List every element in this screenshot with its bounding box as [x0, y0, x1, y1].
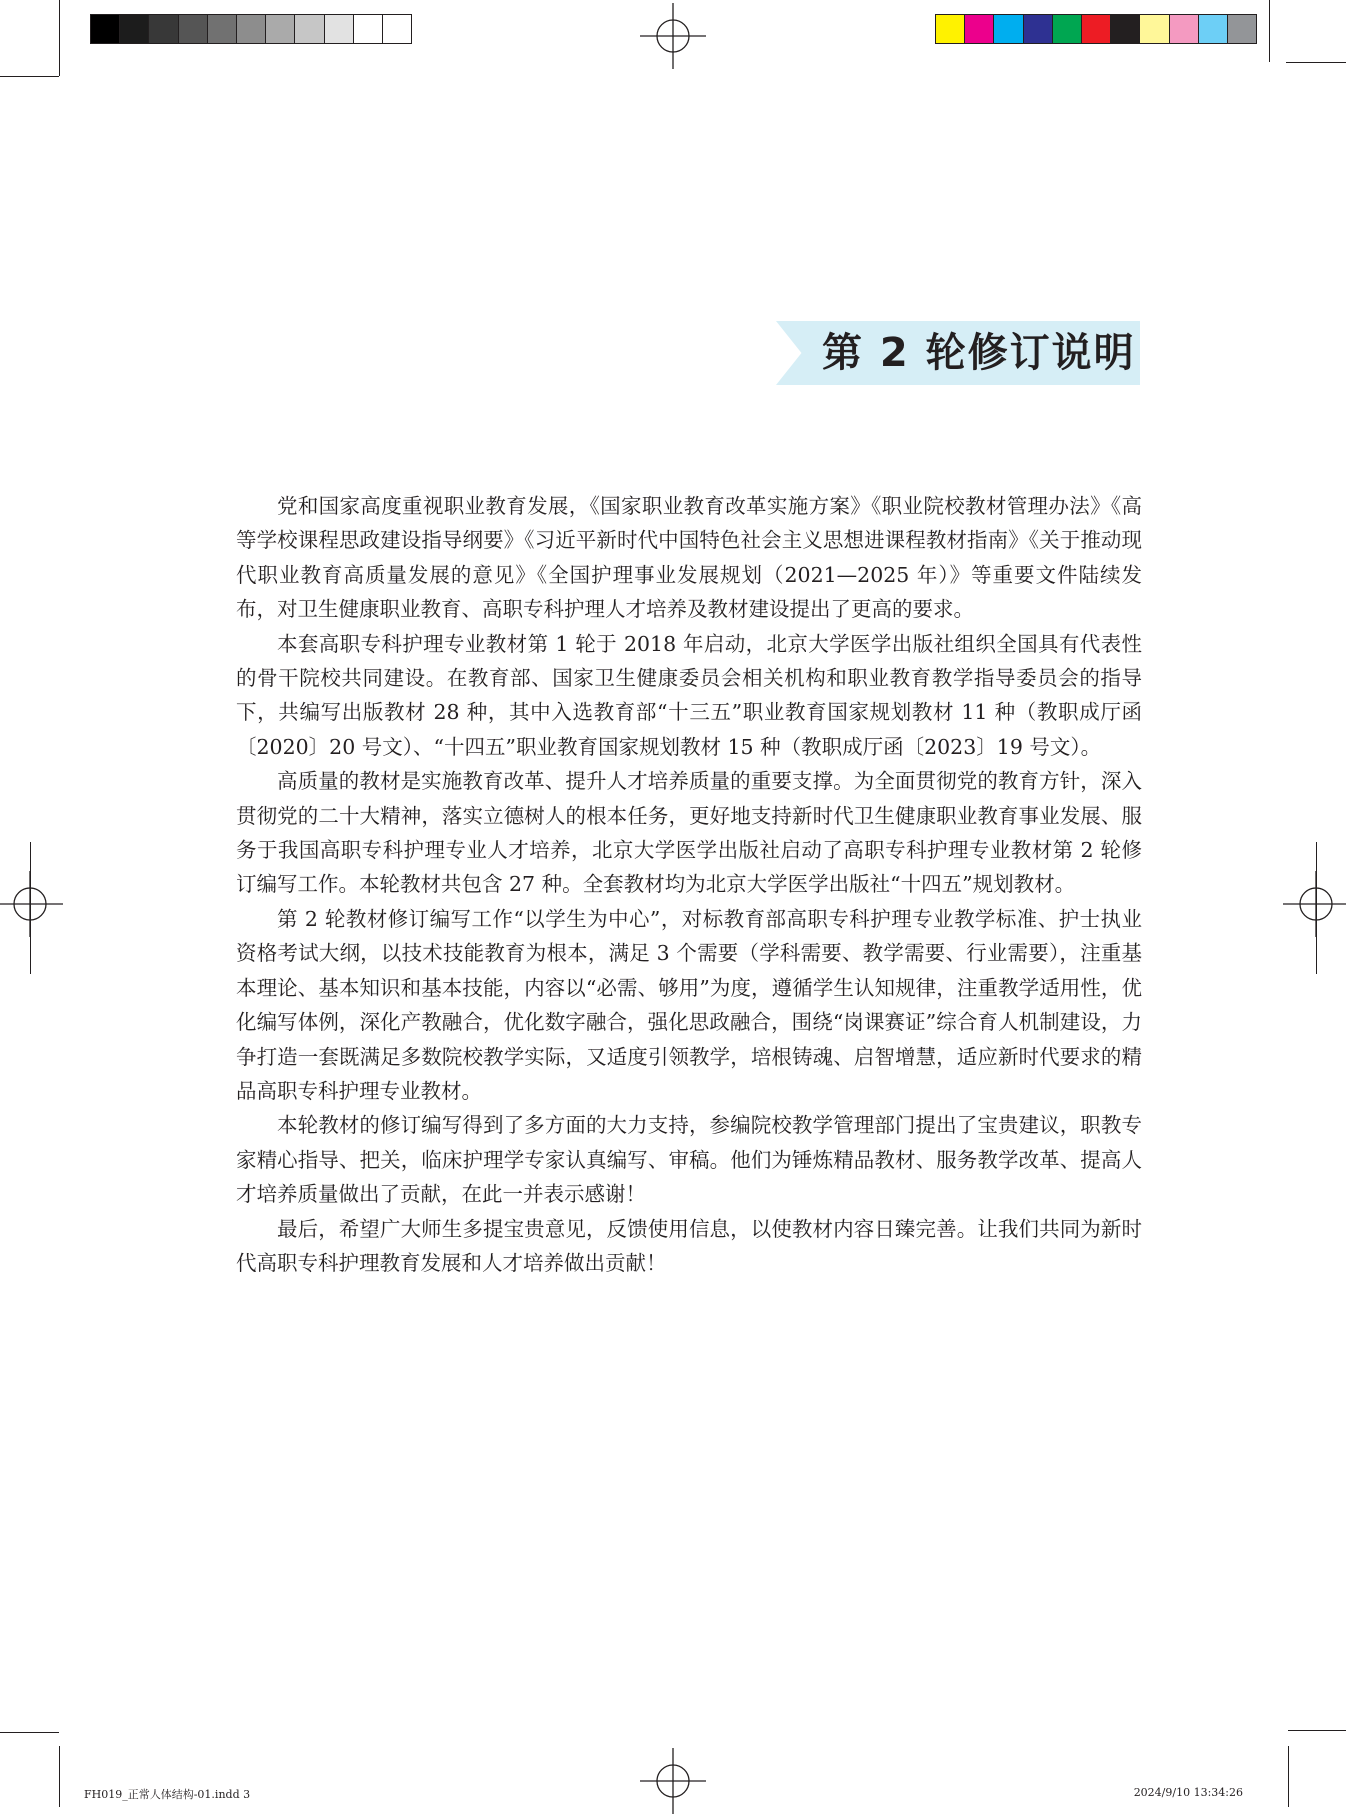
color-swatch	[994, 15, 1023, 43]
color-swatch	[1024, 15, 1053, 43]
crop-mark-bottom-right-h	[1288, 1730, 1346, 1731]
registration-mark-bottom-icon	[640, 1748, 706, 1814]
crop-mark-top-right-v	[1269, 0, 1270, 62]
paragraph: 党和国家高度重视职业教育发展，《国家职业教育改革实施方案》《职业院校教材管理办法》《高等学校课程思政建设指导纲要》《习近平新时代中国特色社会主义思想进课程教材指南》《关于推动现代职业教育高质量发展的意见》《全国护理事业发展规划（2021—2025 年）》等重要文件陆续发布，对卫生健康职业教育、高职专科护理人才培养及教材建设提出了更高的要求。	[236, 494, 1142, 622]
registration-line-left	[30, 842, 31, 974]
crop-mark-top-left-h	[0, 76, 59, 77]
slug-timestamp: 2024/9/10 13:34:26	[1133, 1786, 1243, 1799]
paragraph: 最后，希望广大师生多提宝贵意见，反馈使用信息，以使教材内容日臻完善。让我们共同为新时代高职专科护理教育发展和人才培养做出贡献！	[236, 1216, 1142, 1275]
color-swatch	[965, 15, 994, 43]
gray-swatch	[237, 15, 266, 43]
gray-swatch	[354, 15, 383, 43]
paragraph: 第 2 轮教材修订编写工作“以学生为中心”，对标教育部高职专科护理专业教学标准、护士执业资格考试大纲，以技术技能教育为根本，满足 3 个需要（学科需要、教学需要、行业需要），注重基本理论、基本知识和基本技能，内容以“必需、够用”为度，遵循学生认知规律，注重教学适用性，优化编写体例，深化产教融合，优化数字融合，强化思政融合，围绕“岗课赛证”综合育人机制建设，力争打造一套既满足多数院校教学实际，又适度引领教学，培根铸魂、启智增慧，适应新时代要求的精品高职专科护理专业教材。	[236, 906, 1142, 1103]
slug-file-info: FH019_正常人体结构-01.indd 3	[84, 1788, 251, 1801]
gray-swatch	[295, 15, 324, 43]
gray-swatch	[208, 15, 237, 43]
gray-swatch	[266, 15, 295, 43]
color-swatch	[1140, 15, 1169, 43]
color-swatch	[1199, 15, 1228, 43]
gray-swatch	[325, 15, 354, 43]
gray-swatch	[179, 15, 208, 43]
color-swatch	[1053, 15, 1082, 43]
crop-mark-top-right-h	[1286, 62, 1346, 63]
registration-line-right	[1316, 842, 1317, 974]
grayscale-calibration-bar	[90, 14, 412, 44]
crop-mark-bottom-left-h	[0, 1732, 59, 1733]
crop-mark-bottom-right-v	[1288, 1746, 1289, 1807]
gray-swatch	[91, 15, 120, 43]
color-swatch	[1228, 15, 1256, 43]
gray-swatch	[149, 15, 178, 43]
registration-mark-right-icon	[1283, 871, 1346, 937]
paragraph: 本轮教材的修订编写得到了多方面的大力支持，参编院校教学管理部门提出了宝贵建议，职教专家精心指导、把关，临床护理学专家认真编写、审稿。他们为锤炼精品教材、服务教学改革、提高人才培养质量做出了贡献，在此一并表示感谢！	[236, 1113, 1142, 1207]
page-title: 第 2 轮修订说明	[822, 330, 1136, 376]
registration-mark-top-icon	[640, 3, 706, 69]
color-calibration-bar	[935, 14, 1257, 44]
paragraph: 高质量的教材是实施教育改革、提升人才培养质量的重要支撑。为全面贯彻党的教育方针，深入贯彻党的二十大精神，落实立德树人的根本任务，更好地支持新时代卫生健康职业教育事业发展、服务于我国高职专科护理专业人才培养，北京大学医学出版社启动了高职专科护理专业教材第 2 轮修订编写工作。本轮教材共包含 27 种。全套教材均为北京大学医学出版社“十四五”规划教材。	[236, 769, 1142, 897]
color-swatch	[1082, 15, 1111, 43]
gray-swatch	[383, 15, 411, 43]
crop-mark-bottom-left-v	[59, 1746, 60, 1807]
body-text	[236, 489, 1142, 1280]
color-swatch	[1170, 15, 1199, 43]
crop-mark-top-left-v	[59, 0, 60, 76]
gray-swatch	[120, 15, 149, 43]
paragraph: 本套高职专科护理专业教材第 1 轮于 2018 年启动，北京大学医学出版社组织全国具有代表性的骨干院校共同建设。在教育部、国家卫生健康委员会相关机构和职业教育教学指导委员会的指导下，共编写出版教材 28 种，其中入选教育部“十三五”职业教育国家规划教材 11 种（教职成厅函〔2020〕20 号文）、“十四五”职业教育国家规划教材 15 种（教职成厅函〔2023〕19 号文）。	[236, 631, 1142, 759]
color-swatch	[1111, 15, 1140, 43]
color-swatch	[936, 15, 965, 43]
registration-mark-left-icon	[0, 871, 63, 937]
